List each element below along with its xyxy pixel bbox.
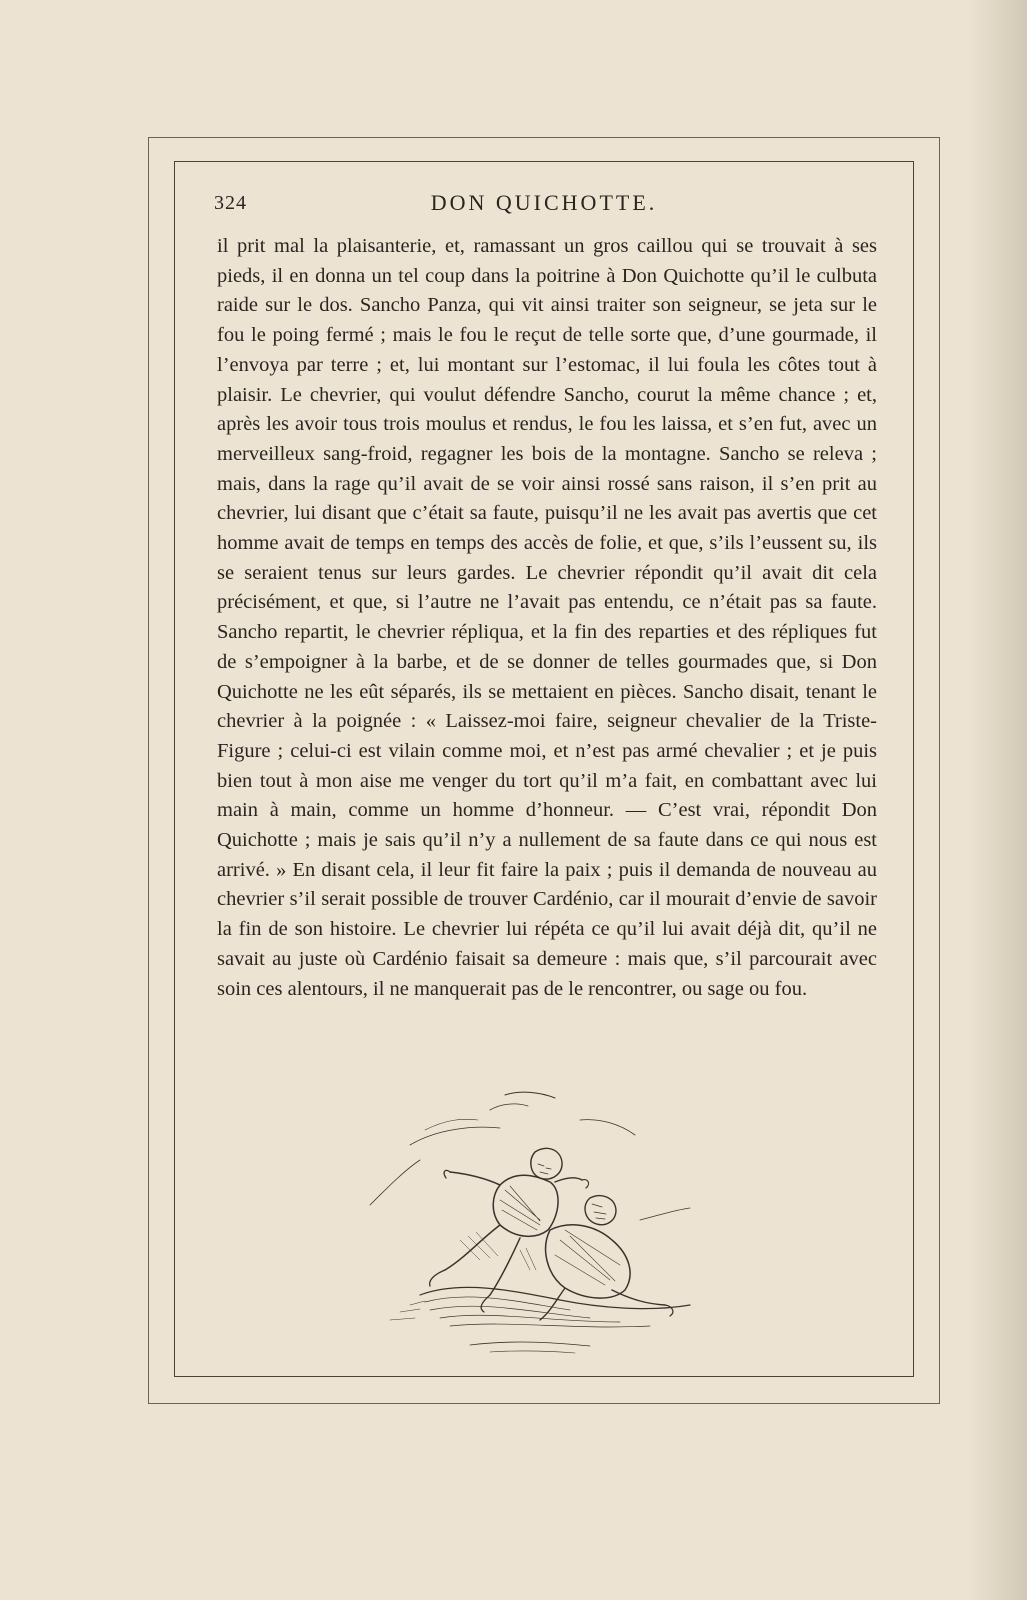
running-title: DON QUICHOTTE. (430, 190, 658, 215)
page-edge-shadow (967, 0, 1027, 1600)
body-paragraph: il prit mal la plaisanterie, et, ramassant un gros caillou qui se trouvait à ses pieds, il en donna un tel coup dans la poitrine à Don Quichotte qu’il le culbuta raide sur le dos. Sancho Panza, qui vit ainsi traiter son seigneur, se jeta sur le fou le poing fermé ; mais le fou le reçut de telle sorte que, d’une gourmade, il l’envoya par terre ; et, lui montant sur l’estomac, il lui foula les côtes tout à plaisir. Le chevrier, qui voulut défendre Sancho, courut la même chance ; et, après les avoir tous trois moulus et rendus, le fou les laissa, et s’en fut, avec un merveilleux sang-froid, regagner les bois de la montagne. Sancho se releva ; mais, dans la rage qu’il avait de se voir ainsi rossé sans raison, il s’en prit au chevrier, lui disant que c’était sa faute, puisqu’il ne les avait pas avertis que cet homme avait de temps en temps des accès de folie, et que, s’ils l’eussent su, ils se seraient tenus sur leurs gardes. Le chevrier répondit qu’il avait dit cela précisément, et que, si l’autre ne l’avait pas entendu, ce n’était pas sa faute. Sancho repartit, le chevrier répliqua, et la fin des reparties et des répliques fut de s’empoigner à la barbe, et de se donner de telles gourmades que, si Don Quichotte ne les eût séparés, ils se mettaient en pièces. Sancho disait, tenant le chevrier à la poignée : « Laissez-moi faire, seigneur chevalier de la Triste-Figure ; celui-ci est vilain comme moi, et n’est pas armé chevalier ; et je puis bien tout à mon aise me venger du tort qu’il m’a fait, en combattant avec lui main à main, comme un homme d’honneur. — C’est vrai, répondit Don Quichotte ; mais je sais qu’il n’y a nullement de sa faute dans ce qui nous est arrivé. » En disant cela, il leur fit faire la paix ; puis il demanda de nouveau au chevrier s’il serait possible de trouver Cardénio, car il mourait d’envie de savoir la fin de son histoire. Le chevrier lui répéta ce qu’il lui avait déjà dit, qu’il ne savait au juste où Cardénio faisait sa demeure : mais que, s’il parcourait avec soin ces alentours, il ne manquerait pas de le rencontrer, ou sage ou fou. (217, 235, 877, 1000)
engraving-illustration (350, 1090, 710, 1370)
page-number: 324 (214, 192, 247, 214)
page-header (214, 192, 874, 222)
